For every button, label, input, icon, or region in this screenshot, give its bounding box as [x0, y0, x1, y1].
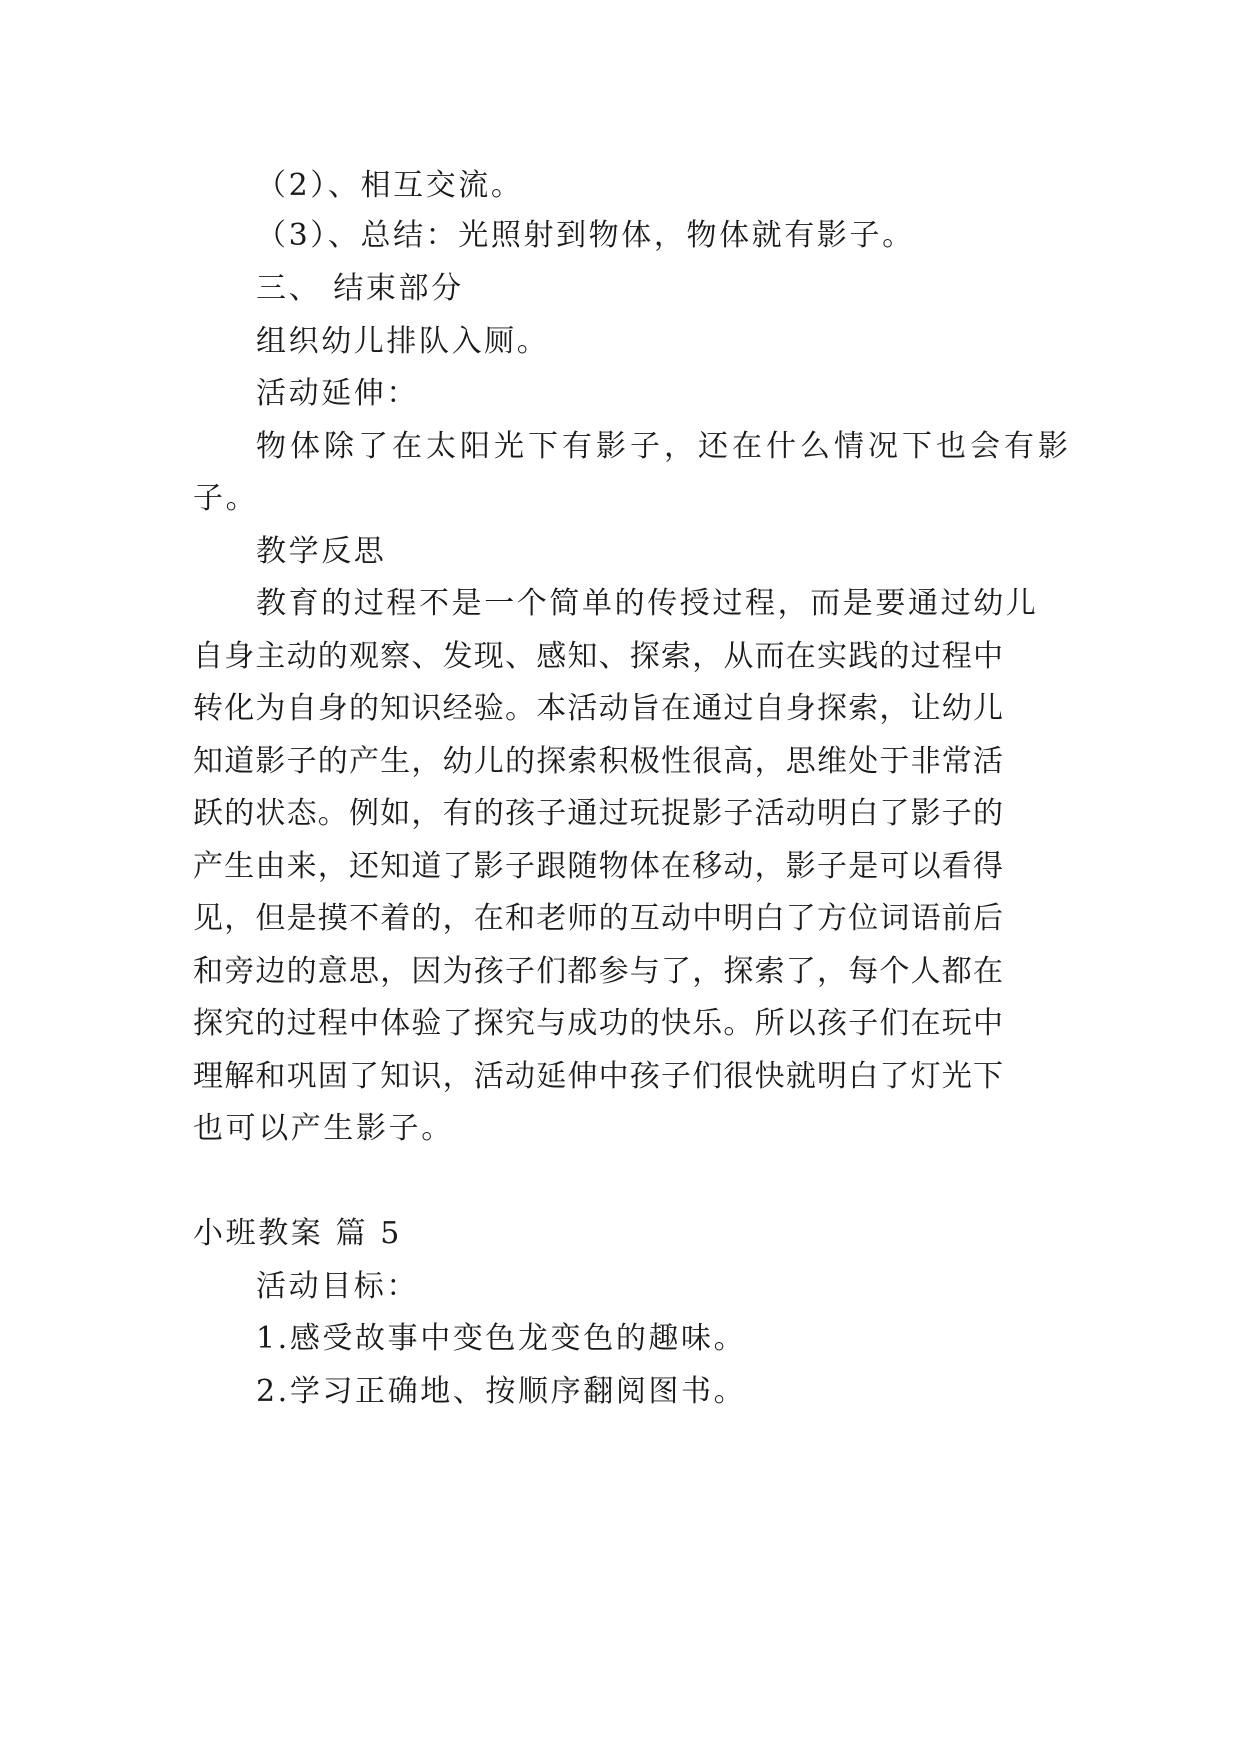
subheading: 活动目标：	[256, 1269, 419, 1304]
paragraph-continuation: 子。	[193, 481, 259, 516]
paragraph-line: 和旁边的意思，因为孩子们都参与了，探索了，每个人都在	[193, 954, 1005, 989]
subheading: 教学反思	[256, 534, 387, 569]
paragraph: 物体除了在太阳光下有影子，还在什么情况下也会有影	[256, 429, 1072, 464]
paragraph-line: 转化为自身的知识经验。本活动旨在通过自身探索，让幼儿	[193, 691, 1005, 726]
paragraph-line: 跃的状态。例如，有的孩子通过玩捉影子活动明白了影子的	[193, 796, 1005, 831]
list-item: 1.感受故事中变色龙变色的趣味。	[256, 1321, 747, 1356]
paragraph-line: 理解和巩固了知识，活动延伸中孩子们很快就明白了灯光下	[193, 1059, 1005, 1094]
paragraph-line: 知道影子的产生，幼儿的探索积极性很高，思维处于非常活	[193, 744, 1005, 779]
paragraph: 教育的过程不是一个简单的传授过程，而是要通过幼儿	[256, 586, 1039, 621]
list-item: 2.学习正确地、按顺序翻阅图书。	[256, 1374, 747, 1409]
paragraph-line: 自身主动的观察、发现、感知、探索，从而在实践的过程中	[193, 639, 1005, 674]
paragraph-line: 产生由来，还知道了影子跟随物体在移动，影子是可以看得	[193, 849, 1005, 884]
paragraph-line: 也可以产生影子。	[193, 1111, 454, 1146]
list-item-2: （2）、相互交流。	[256, 168, 524, 203]
section-heading: 三、 结束部分	[256, 271, 464, 306]
paragraph-line: 见，但是摸不着的，在和老师的互动中明白了方位词语前后	[193, 901, 1005, 936]
list-item-3: （3）、总结：光照射到物体，物体就有影子。	[256, 218, 915, 253]
page-section-title: 小班教案 篇 5	[193, 1216, 402, 1251]
paragraph-line: 探究的过程中体验了探究与成功的快乐。所以孩子们在玩中	[193, 1006, 1005, 1041]
paragraph: 组织幼儿排队入厕。	[256, 324, 550, 359]
subheading: 活动延伸：	[256, 376, 419, 411]
